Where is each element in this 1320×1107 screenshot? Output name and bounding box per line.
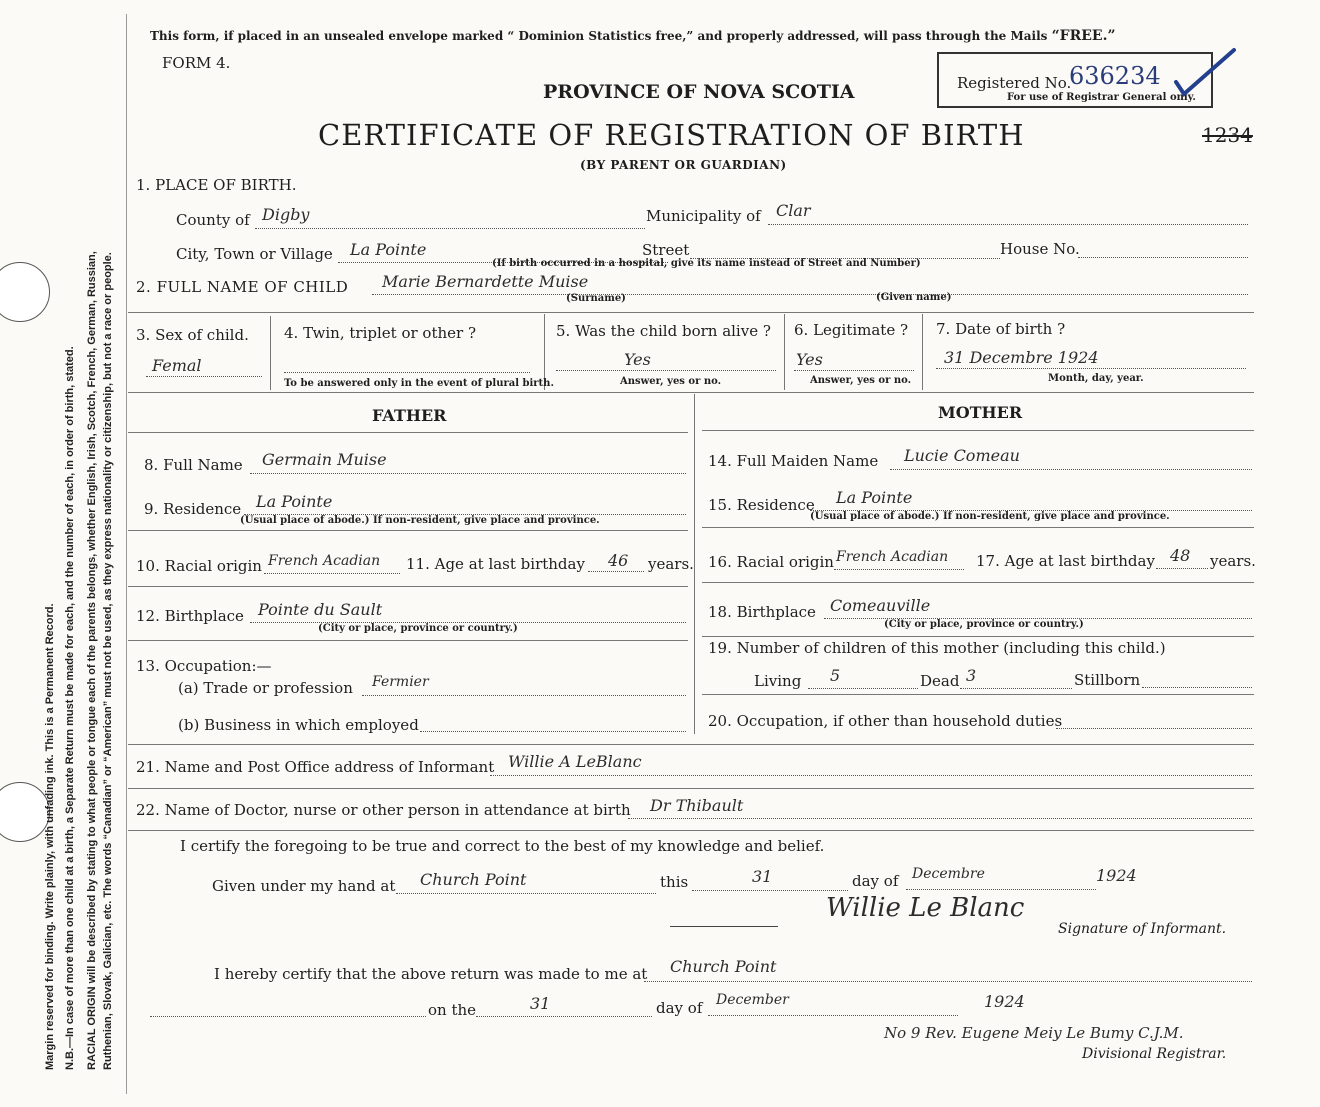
grid-line (702, 636, 1254, 637)
legitimate-value: Yes (796, 350, 823, 369)
father-residence-label: 9. Residence (144, 500, 242, 518)
father-occupation-label: 13. Occupation:— (136, 657, 272, 675)
legitimate-note: Answer, yes or no. (810, 375, 912, 386)
father-age-value: 46 (608, 551, 629, 570)
form-number: FORM 4. (162, 54, 231, 72)
mother-age-label: 17. Age at last birthday (976, 552, 1155, 570)
this-line (692, 890, 848, 891)
this-value: 31 (752, 867, 773, 886)
certificate-title: CERTIFICATE OF REGISTRATION OF BIRTH (318, 118, 1025, 152)
county-label: County of (176, 211, 250, 229)
city-value: La Pointe (350, 240, 427, 259)
doctor-line (628, 818, 1252, 819)
father-trade-label: (a) Trade or profession (178, 679, 353, 697)
parents-divider (694, 394, 695, 734)
informant-signature: Willie Le Blanc (826, 893, 1025, 923)
father-name-value: Germain Muise (262, 450, 387, 469)
mother-racial-origin-value: French Acadian (836, 549, 949, 565)
born-alive-label: 5. Was the child born alive ? (556, 322, 771, 340)
mother-name-line (890, 469, 1252, 470)
county-line (255, 228, 645, 229)
father-years-label: years. (648, 555, 694, 573)
father-racial-origin-value: French Acadian (268, 553, 381, 569)
mother-occupation-line (1056, 728, 1252, 729)
date-of-birth-label: 7. Date of birth ? (936, 320, 1066, 338)
father-name-label: 8. Full Name (144, 456, 243, 474)
signature-of-informant-label: Signature of Informant. (1058, 921, 1227, 937)
mother-children-label: 19. Number of children of this mother (including this child.) (708, 639, 1166, 657)
father-age-label: 11. Age at last birthday (406, 555, 585, 573)
date-of-birth-value: 31 Decembre 1924 (944, 348, 1099, 367)
day-of-line (906, 889, 1096, 890)
registrar-day-of-line (708, 1015, 958, 1016)
father-racial-origin-line (264, 573, 400, 574)
father-trade-value: Fermier (372, 674, 429, 690)
day-of-label: day of (852, 872, 899, 890)
informant-value: Willie A LeBlanc (508, 752, 642, 771)
grid-line (922, 314, 923, 390)
mother-residence-note: (Usual place of abode.) If non-resident, give place and province. (810, 511, 1170, 522)
father-business-label: (b) Business in which employed (178, 716, 419, 734)
punch-hole-top (0, 262, 50, 322)
house-number-label: House No. (1000, 240, 1080, 258)
date-of-birth-note: Month, day, year. (1048, 373, 1144, 384)
registrar-day-of-value: December (716, 992, 789, 1008)
registrar-place-value: Church Point (670, 957, 777, 976)
divisional-registrar-label: Divisional Registrar. (1082, 1046, 1227, 1062)
grid-line (128, 530, 688, 531)
grid-line (128, 788, 1254, 789)
date-of-birth-line (936, 368, 1246, 369)
mother-racial-origin-line (834, 569, 964, 570)
sex-label: 3. Sex of child. (136, 326, 249, 344)
mother-age-value: 48 (1170, 546, 1191, 565)
grid-line (128, 830, 1254, 831)
grid-line (128, 432, 688, 433)
grid-line (128, 640, 688, 641)
municipality-label: Municipality of (646, 207, 761, 225)
margin-note-nationality: Ruthenian, Slovak, Galician, etc. The words “Canadian” or “American” must not be used, as they express nationality or citizenship, but not a race or people. (102, 252, 114, 1070)
father-birthplace-label: 12. Birthplace (136, 607, 244, 625)
living-value: 5 (830, 666, 841, 685)
father-birthplace-value: Pointe du Sault (258, 600, 383, 619)
doctor-value: Dr Thibault (650, 796, 744, 815)
grid-line (128, 312, 1254, 313)
born-alive-value: Yes (624, 350, 651, 369)
registrar-day-of-label: day of (656, 999, 703, 1017)
given-name-note: (Given name) (876, 292, 952, 303)
margin-note-binding: Margin reserved for binding. Write plainly, with unfading ink. This is a Permanent Record. (44, 603, 56, 1070)
registrar-year-value: 1924 (984, 992, 1025, 1011)
dead-line (960, 688, 1072, 689)
place-of-birth-heading: 1. PLACE OF BIRTH. (136, 176, 297, 194)
this-label: this (660, 873, 689, 891)
sex-line (146, 376, 262, 377)
house-number-line (1078, 257, 1248, 258)
dead-label: Dead (920, 672, 960, 690)
registered-label: Registered No. (957, 74, 1072, 92)
born-alive-line (556, 370, 776, 371)
legitimate-line (794, 370, 914, 371)
mother-name-label: 14. Full Maiden Name (708, 452, 879, 470)
father-racial-origin-label: 10. Racial origin (136, 557, 262, 575)
sex-value: Femal (152, 356, 202, 375)
certify-statement: I certify the foregoing to be true and correct to the best of my knowledge and belief. (180, 837, 825, 855)
mother-birthplace-note: (City or place, province or country.) (884, 619, 1084, 630)
grid-line (702, 694, 1254, 695)
father-age-line (588, 571, 644, 572)
father-business-line (420, 731, 686, 732)
mail-notice (150, 28, 1116, 44)
day-of-value: Decembre (912, 866, 985, 882)
living-label: Living (754, 672, 802, 690)
child-name-line (372, 294, 1248, 295)
grid-line (702, 582, 1254, 583)
dead-value: 3 (966, 666, 977, 685)
certificate-subtitle: (BY PARENT OR GUARDIAN) (580, 158, 787, 172)
stillborn-label: Stillborn (1074, 671, 1141, 689)
twin-label: 4. Twin, triplet or other ? (284, 324, 476, 342)
given-place-line (396, 893, 656, 894)
margin-note-racial-origin: RACIAL ORIGIN will be described by stating to what people or tongue each of the parents belongs, whether English, Irish, Scotch, French, German, Russian, (86, 251, 98, 1070)
mother-birthplace-label: 18. Birthplace (708, 603, 816, 621)
on-the-value: 31 (530, 994, 551, 1013)
binding-margin-line (126, 14, 127, 1094)
father-residence-note: (Usual place of abode.) If non-resident, give place and province. (240, 515, 600, 526)
grid-line (128, 744, 1254, 745)
short-rule (670, 926, 778, 927)
living-line (808, 688, 918, 689)
doctor-label: 22. Name of Doctor, nurse or other person in attendance at birth (136, 801, 631, 819)
grid-line (784, 314, 785, 390)
registrar-use-note: For use of Registrar General only. (1007, 92, 1196, 103)
mother-racial-origin-label: 16. Racial origin (708, 553, 834, 571)
province-heading: PROVINCE OF NOVA SCOTIA (543, 81, 855, 103)
registrar-signature: No 9 Rev. Eugene Meiy Le Bumy C.J.M. (884, 1024, 1184, 1042)
mother-age-line (1156, 568, 1208, 569)
blue-check-icon (1170, 44, 1240, 104)
father-birthplace-note: (City or place, province or country.) (318, 623, 518, 634)
mother-birthplace-value: Comeauville (830, 596, 931, 615)
twin-note: To be answered only in the event of plural birth. (284, 378, 554, 389)
mother-years-label: years. (1210, 552, 1256, 570)
mother-residence-value: La Pointe (836, 488, 913, 507)
child-name-value: Marie Bernardette Muise (382, 272, 589, 291)
margin-note-multiple-births: N.B.—In case of more than one child at a birth, a Separate Return must be made for each, and the number of each, in order of birth, stated. (64, 346, 76, 1070)
street-label: Street (642, 241, 690, 259)
registered-number: 636234 (1069, 62, 1161, 90)
mother-occupation-label: 20. Occupation, if other than household duties (708, 712, 1063, 730)
municipality-value: Clar (776, 201, 811, 220)
punch-hole-bottom (0, 782, 50, 842)
father-residence-value: La Pointe (256, 492, 333, 511)
mail-notice-text: This form, if placed in an unsealed envelope marked “ Dominion Statistics free,” and properly addressed, will pass through the Mails (150, 29, 1052, 43)
given-place-value: Church Point (420, 870, 527, 889)
registrar-place-line (644, 981, 1252, 982)
born-alive-note: Answer, yes or no. (620, 376, 722, 387)
grid-line (128, 392, 1254, 393)
surname-note: (Surname) (566, 293, 626, 304)
informant-label: 21. Name and Post Office address of Informant (136, 758, 495, 776)
mother-residence-label: 15. Residence (708, 496, 815, 514)
grid-line (270, 316, 271, 390)
on-the-line (476, 1016, 652, 1017)
county-value: Digby (262, 205, 310, 224)
grid-line (702, 527, 1254, 528)
registrar-blank-line (150, 1016, 426, 1017)
twin-line (284, 372, 530, 373)
mother-name-value: Lucie Comeau (904, 446, 1020, 465)
on-the-label: on the (428, 1001, 477, 1019)
child-name-label: 2. FULL NAME OF CHILD (136, 278, 349, 296)
grid-line (702, 430, 1254, 431)
father-heading: FATHER (372, 406, 447, 425)
stillborn-line (1142, 687, 1252, 688)
grid-line (128, 586, 688, 587)
registrar-certify-label: I hereby certify that the above return was made to me at (214, 965, 648, 983)
father-trade-line (362, 695, 686, 696)
hospital-note: (If birth occurred in a hospital, give its name instead of Street and Number) (492, 258, 921, 269)
given-under-hand-label: Given under my hand at (212, 877, 396, 895)
father-name-line (250, 473, 686, 474)
certify-year-value: 1924 (1096, 866, 1137, 885)
mother-heading: MOTHER (938, 403, 1023, 422)
informant-line (490, 775, 1252, 776)
struck-number: 1234 (1202, 123, 1253, 147)
free-label: “FREE.” (1051, 28, 1116, 44)
city-label: City, Town or Village (176, 245, 333, 263)
legitimate-label: 6. Legitimate ? (794, 321, 909, 339)
municipality-line (768, 224, 1248, 225)
